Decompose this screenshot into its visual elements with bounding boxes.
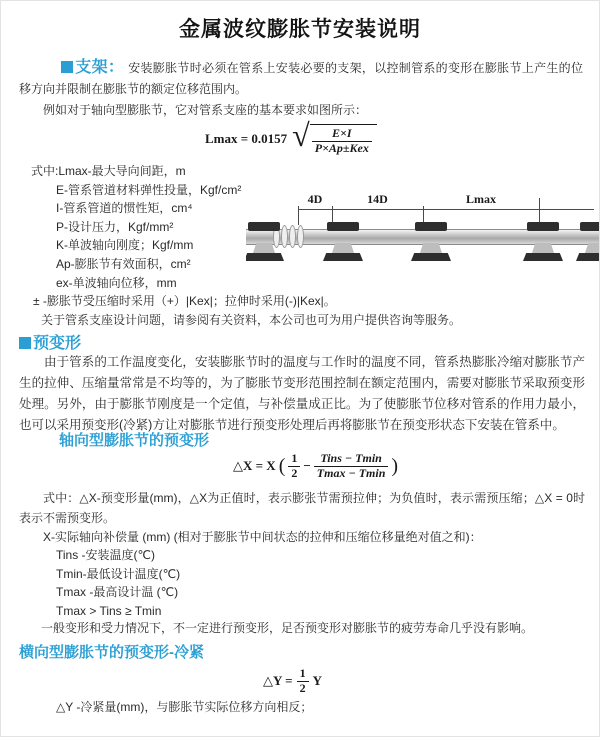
axial-subheading: 轴向型膨胀节的预变形 (59, 432, 210, 449)
deltax-formula (233, 452, 398, 481)
pipe-support (246, 222, 286, 264)
support-intro-text: 安装膨胀节时必须在管系上安装必要的支架，以控制管系的变形在膨胀节上产生的位移方向并限制在膨胀节的额定位移范围内。 (19, 61, 583, 96)
support-example-line: 例如对于轴向型膨胀节，它对管系支座的基本要求如图所示： (43, 103, 368, 117)
radical-sign: √ (292, 117, 310, 153)
temp-line: Tins -安装温度(℃) (56, 548, 156, 562)
temp-line: Tmin-最低设计温度(℃) (56, 566, 181, 581)
deltay-denominator: 2 (299, 680, 306, 695)
support-heading-label: 支架： (75, 59, 125, 76)
minus-sign: − (303, 458, 311, 474)
temp-line: Tmax > Tins ≥ Tmin (56, 603, 162, 618)
half-numerator: 1 (288, 452, 300, 467)
page-title: 金属波纹膨胀节安装说明 (179, 18, 421, 41)
pipe-support-diagram (246, 193, 599, 295)
lmax-numerator: E×I (312, 127, 372, 142)
lmax-formula (205, 117, 377, 156)
deltay-lhs: △Y = (263, 673, 293, 689)
temperature-denominator: Tmax − Tmin (316, 465, 386, 480)
deltay-rhs: Y (312, 673, 322, 689)
dim-label-4d: 4D (298, 193, 332, 206)
lateral-subheading: 横向型膨胀节的预变形-冷紧 (19, 644, 204, 661)
dim-label-14d: 14D (332, 193, 423, 206)
definition-line: K-单波轴向刚度；Kgf/mm (56, 238, 194, 253)
close-paren: ) (391, 454, 399, 477)
deltax-note1: 式中：△X-预变形量(mm)，△X为正值时，表示膨张节需预拉伸；为负值时，表示需预压缩；△X = 0时表示不需预变形。 (19, 491, 585, 525)
predeform-heading-label: 预变形 (33, 335, 82, 352)
lmax-formula-lhs: Lmax = 0.0157 (205, 130, 288, 146)
support-paragraph (19, 57, 583, 100)
half-denominator: 2 (291, 465, 298, 480)
lmax-fraction (312, 127, 372, 156)
deltay-formula (263, 667, 322, 696)
definition-line: ± -膨胀节受压缩时采用（+）|Kex|；拉伸时采用(-)|Kex|。 (33, 294, 336, 309)
pipe-support (409, 222, 453, 264)
definition-line: P-设计压力，Kgf/mm² (56, 219, 174, 234)
definition-line: Ap-膨胀节有效面积，cm² (56, 256, 191, 271)
predeform-paragraph: 由于管系的工作温度变化，安装膨胀节时的温度与工作时的温度不同，管系热膨胀冷缩对膨胀节产生的拉伸、压缩量常常是不均等的，为了膨胀节变形范围控制在额定范围内，需要对膨胀节采取预变形处理。另外，由于膨胀节刚度是一个定值，与补偿量成正比。为了使膨胀节位移对管系的作用力最小，也可以采用预变形(冷紧)方让对膨胀节进行预变形处理后再将膨胀节在预变形状态下安装在管系中。 (19, 355, 585, 432)
half-fraction (288, 452, 300, 481)
dim-label-lmax: Lmax (423, 193, 539, 206)
predeform-section-heading (19, 330, 81, 353)
section-bullet-icon (61, 61, 73, 73)
support-section-heading (61, 59, 124, 76)
temperature-definitions (56, 546, 180, 620)
pipe-support (574, 222, 599, 264)
deltax-lhs: △X = X (233, 458, 276, 474)
support-closing-line: 关于管系支座设计问题，请参阅有关资料，本公司也可为用户提供咨询等服务。 (41, 312, 462, 327)
section-bullet-icon (19, 337, 31, 349)
open-paren: ( (278, 454, 286, 477)
deltax-note2: X-实际轴向补偿量 (mm) (相对于膨胀节中间状态的拉伸和压缩位移量绝对值之和)： (43, 530, 482, 544)
definition-line: E-管系管道材料弹性投量，Kgf/cm² (56, 182, 242, 197)
deltay-fraction (297, 667, 309, 696)
deltax-note3: 一般变形和受力情况下，不一定进行预变形，足否预变形对膨胀节的疲劳寿命几乎没有影响。 (41, 621, 534, 635)
temperature-numerator: Tins − Tmin (314, 452, 389, 467)
definition-line: 式中:Lmax-最大导向间距，m (31, 164, 186, 178)
lmax-denominator: P×Ap±Kex (314, 140, 369, 155)
dimension-tick (539, 198, 540, 225)
sqrt-radical-icon (292, 117, 377, 156)
temp-line: Tmax -最高设计温 (℃) (56, 585, 179, 600)
deltay-note: △Y -冷紧量(mm)，与膨胀节实际位移方向相反； (56, 700, 313, 714)
pipe-support (521, 222, 565, 264)
definition-line: ex-单波轴向位移，mm (56, 275, 177, 290)
definition-line: I-管系管道的惯性矩，cm⁴ (56, 201, 193, 216)
dimension-line (298, 209, 594, 210)
pipe-support (321, 222, 365, 264)
temperature-fraction (314, 452, 389, 481)
deltay-numerator: 1 (297, 667, 309, 682)
